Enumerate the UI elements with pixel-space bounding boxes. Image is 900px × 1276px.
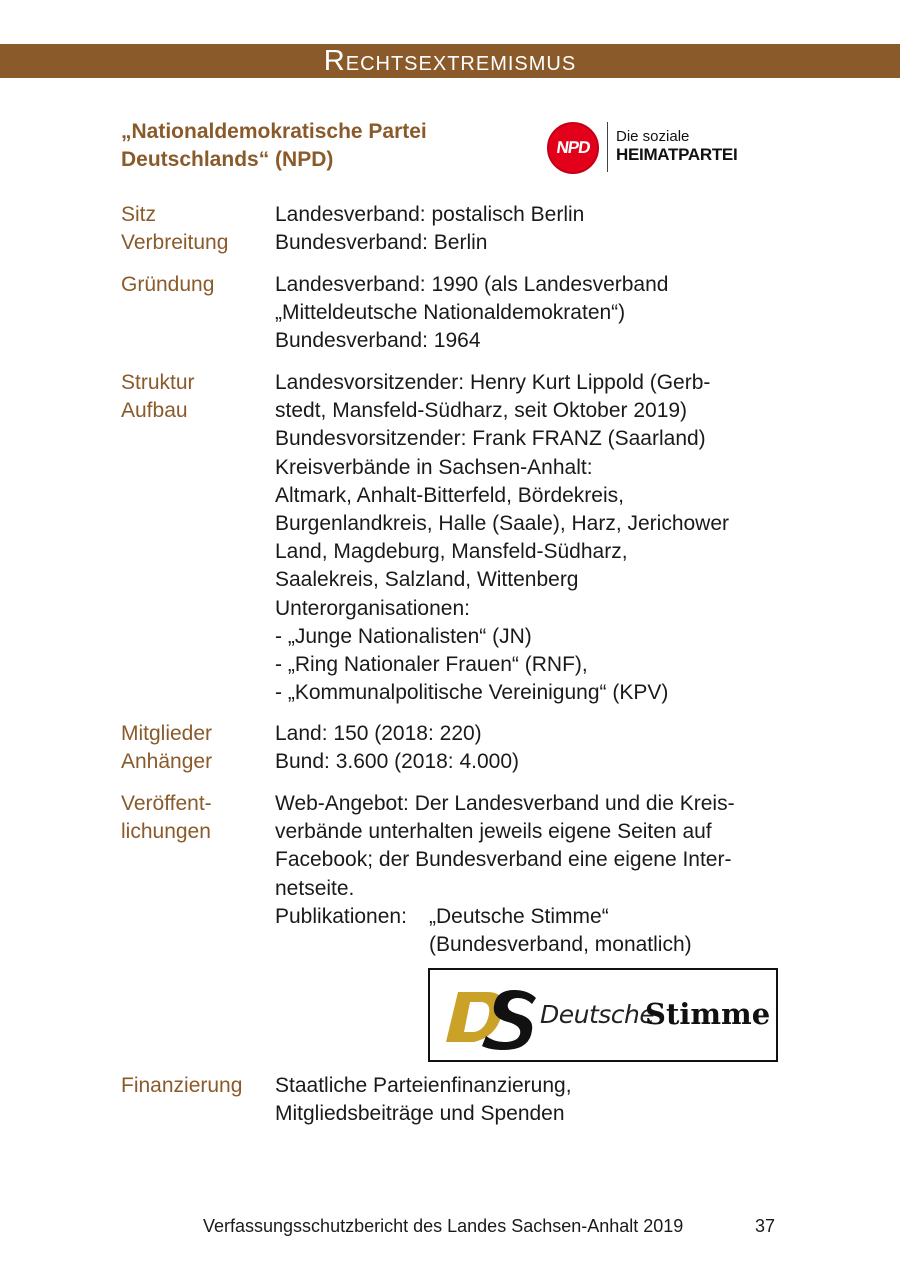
- content-line: Web-Angebot: Der Landesverband und die Kreis-: [275, 792, 735, 815]
- label-line: Veröffent-: [121, 792, 212, 815]
- row-label: [121, 1072, 271, 1100]
- publication-title: „Deutsche Stimme“: [429, 904, 609, 928]
- label-line: lichungen: [121, 820, 211, 844]
- deutsche-stimme-logo: [428, 968, 778, 1062]
- row-label: [121, 271, 271, 299]
- npd-logo-divider: [607, 122, 608, 172]
- row-label: [121, 201, 271, 257]
- content-line: Bund: 3.600 (2018: 4.000): [275, 750, 520, 774]
- content-line: Kreisverbände in Sachsen-Anhalt:: [275, 455, 593, 479]
- npd-logo-mark-text: NPD: [555, 138, 591, 157]
- content-line: Landesvorsitzender: Henry Kurt Lippold (Gerb-: [275, 371, 711, 394]
- row-content: [275, 271, 785, 356]
- party-title-line-1: „Nationaldemokratische Partei: [121, 120, 427, 143]
- content-line: - „Ring Nationaler Frauen“ (RNF),: [275, 653, 588, 677]
- publication-detail: (Bundesverband, monatlich): [429, 933, 692, 957]
- content-line: Landesverband: postalisch Berlin: [275, 203, 585, 226]
- content-line: Land, Magdeburg, Mansfeld-Südharz,: [275, 540, 628, 564]
- publication-row: [275, 903, 785, 931]
- ds-logo-text-bold: Stimme: [645, 997, 771, 1031]
- content-line: Staatliche Parteienfinanzierung,: [275, 1074, 572, 1097]
- row-content: [275, 790, 785, 959]
- ds-logo-text-light: Deutsche: [540, 1000, 655, 1029]
- content-line: Bundesverband: 1964: [275, 329, 481, 353]
- section-title: Rechtsextremismus: [323, 45, 577, 77]
- row-content: [275, 201, 785, 257]
- label-line: Aufbau: [121, 399, 188, 423]
- label-line: Mitglieder: [121, 722, 213, 745]
- label-line: Struktur: [121, 371, 195, 394]
- content-line: Bundesverband: Berlin: [275, 231, 488, 255]
- content-line: Saalekreis, Salzland, Wittenberg: [275, 568, 579, 592]
- content-line: Bundesvorsitzender: Frank FRANZ (Saarland): [275, 427, 706, 451]
- npd-logo-tagline-small: Die soziale: [616, 128, 690, 145]
- content-line: - „Kommunalpolitische Vereinigung“ (KPV): [275, 681, 669, 705]
- content-line: Mitgliedsbeiträge und Spenden: [275, 1102, 565, 1126]
- content-line: „Mitteldeutsche Nationaldemokraten“): [275, 301, 626, 325]
- label-line: Finanzierung: [121, 1074, 243, 1097]
- label-line: Sitz: [121, 203, 157, 226]
- content-line: Landesverband: 1990 (als Landesverband: [275, 273, 669, 296]
- content-line: - „Junge Nationalisten“ (JN): [275, 624, 532, 648]
- row-content: [275, 720, 785, 776]
- row-label: [121, 369, 271, 425]
- content-line: Altmark, Anhalt-Bitterfeld, Bördekreis,: [275, 483, 624, 507]
- content-line: verbände unterhalten jeweils eigene Seiten auf: [275, 820, 712, 844]
- npd-logo-mark: [547, 122, 599, 174]
- label-line: Gründung: [121, 273, 215, 296]
- content-line: netseite.: [275, 876, 355, 900]
- row-label: [121, 790, 271, 846]
- row-content: [275, 369, 785, 707]
- content-line: Burgenlandkreis, Halle (Saale), Harz, Jerichower: [275, 512, 730, 536]
- section-banner: [0, 44, 900, 78]
- content-line: stedt, Mansfeld-Südharz, seit Oktober 2019): [275, 399, 688, 423]
- content-line: Facebook; der Bundesverband eine eigene Inter-: [275, 848, 732, 872]
- npd-logo: [545, 120, 765, 176]
- row-label: [121, 720, 271, 776]
- row-content: [275, 1072, 785, 1128]
- ds-mark-icon: [444, 986, 544, 1050]
- page-number: 37: [755, 1216, 776, 1236]
- footer-text: Verfassungsschutzbericht des Landes Sachsen-Anhalt 2019: [203, 1216, 684, 1236]
- publication-key: Publikationen:: [275, 904, 407, 928]
- label-line: Anhänger: [121, 750, 213, 774]
- content-line: Land: 150 (2018: 220): [275, 722, 482, 745]
- content-line: Unterorganisationen:: [275, 596, 470, 620]
- party-title-line-2: Deutschlands“ (NPD): [121, 148, 334, 171]
- label-line: Verbreitung: [121, 231, 229, 255]
- npd-logo-tagline-big: HEIMATPARTEI: [616, 145, 738, 164]
- party-title: [121, 118, 521, 174]
